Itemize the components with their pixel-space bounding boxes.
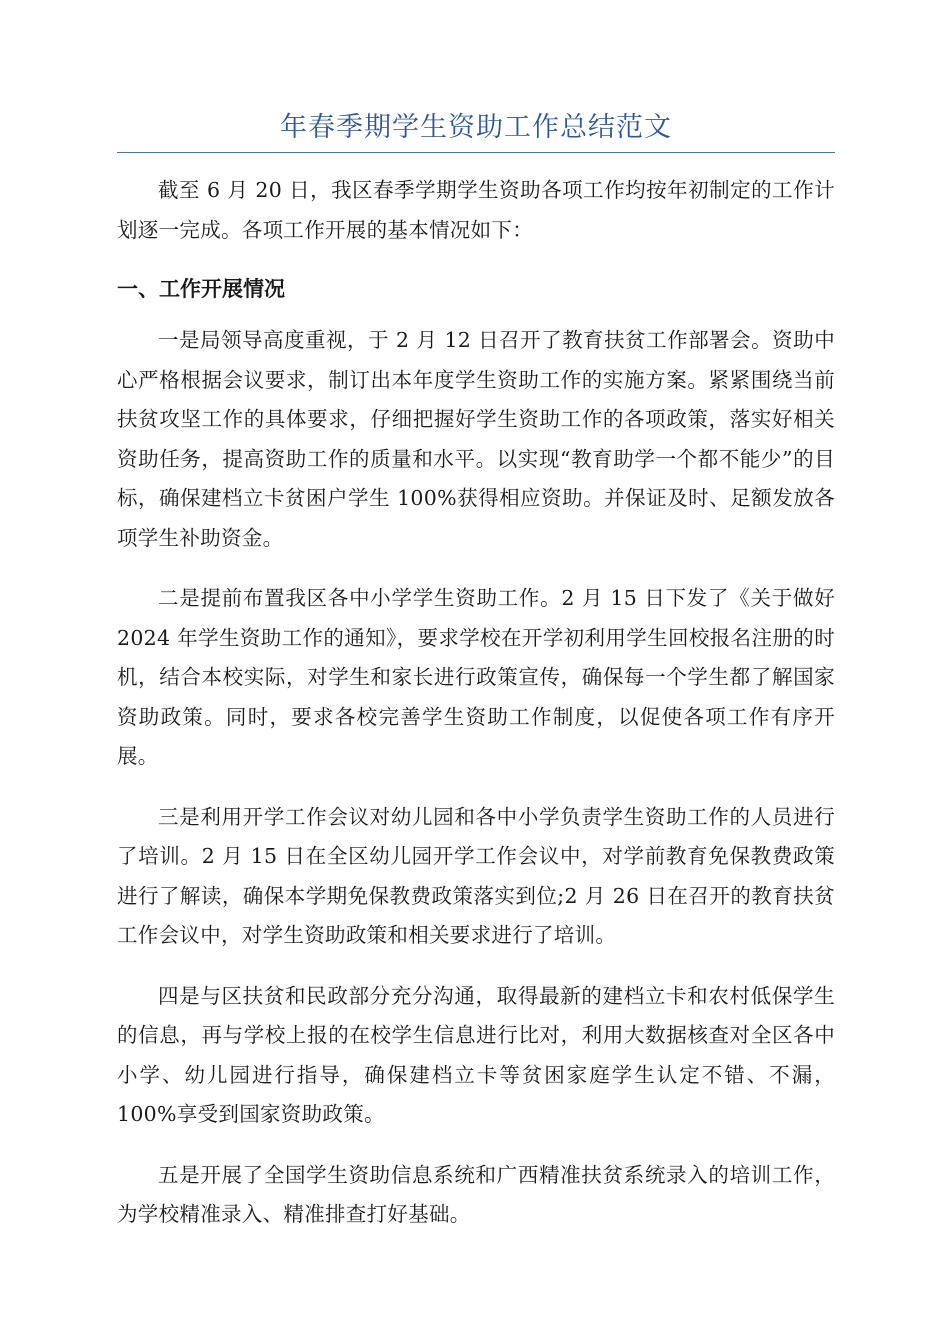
paragraph-3: 三是利用开学工作会议对幼儿园和各中小学负责学生资助工作的人员进行了培训。2 月 15 日在全区幼儿园开学工作会议中，对学前教育免保教费政策进行了解读，确保本学期免保教费政策落实到位;2 月 26 日在召开的教育扶贫工作会议中，对学生资助政策和相关要求进行了培训。 xyxy=(117,804,835,947)
paragraph-1: 一是局领导高度重视，于 2 月 12 日召开了教育扶贫工作部署会。资助中心严格根据会议要求，制订出本年度学生资助工作的实施方案。紧紧围绕当前扶贫攻坚工作的具体要求，仔细把握好学生资助工作的各项政策，落实好相关资助任务，提高资助工作的质量和水平。以实现“教育助学一个都不能少”的目标，确保建档立卡贫困户学生 100%获得相应资助。并保证及时、足额发放各项学生补助资金。 xyxy=(117,328,835,550)
title-underline xyxy=(117,152,835,153)
paragraph-4: 四是与区扶贫和民政部分充分沟通，取得最新的建档立卡和农村低保学生的信息，再与学校上报的在校学生信息进行比对，利用大数据核查对全区各中小学、幼儿园进行指导，确保建档立卡等贫困家庭学生认定不错、不漏，100%享受到国家资助政策。 xyxy=(117,983,835,1126)
document-title: 年春季期学生资助工作总结范文 xyxy=(280,112,672,143)
paragraph-5: 五是开展了全国学生资助信息系统和广西精准扶贫系统录入的培训工作，为学校精准录入、精准排查打好基础。 xyxy=(117,1162,835,1226)
intro-paragraph: 截至 6 月 20 日，我区春季学期学生资助各项工作均按年初制定的工作计划逐一完成。各项工作开展的基本情况如下： xyxy=(117,178,835,242)
section-heading: 一、工作开展情况 xyxy=(117,277,285,301)
document-page xyxy=(117,110,835,1256)
paragraph-2: 二是提前布置我区各中小学学生资助工作。2 月 15 日下发了《关于做好 2024 年学生资助工作的通知》，要求学校在开学初利用学生回校报名注册的时机，结合本校实际，对学生和家长进行政策宣传，确保每一个学生都了解国家资助政策。同时，要求各校完善学生资助工作制度，以促使各项工作有序开展。 xyxy=(117,586,835,768)
